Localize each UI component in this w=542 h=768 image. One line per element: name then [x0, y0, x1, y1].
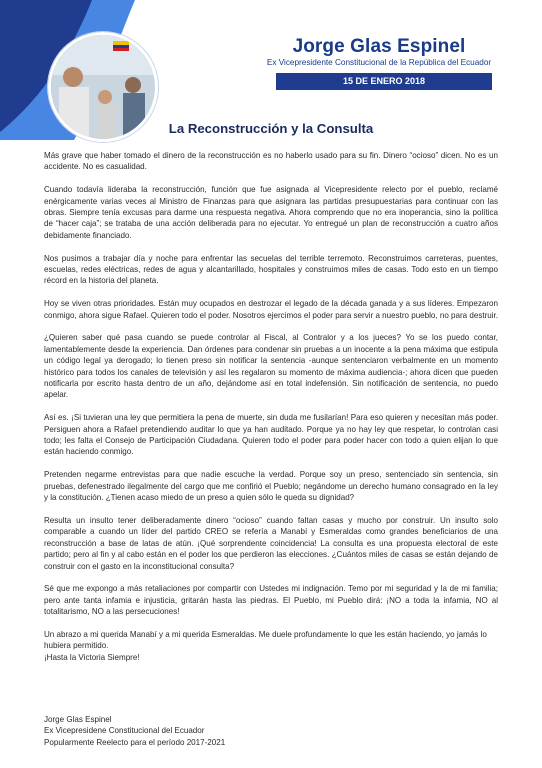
header-role: Ex Vicepresidente Constitucional de la República del Ecuador — [266, 58, 492, 67]
letter-title: La Reconstrucción y la Consulta — [168, 121, 374, 136]
signature-block — [44, 714, 225, 748]
date-banner: 15 DE ENERO 2018 — [276, 73, 492, 90]
paragraph-7: Pretenden negarme entrevistas para que nadie escuche la verdad. Porque soy un preso, sentenciado sin sentencia, sin pruebas, defenestrado ilegalmente del cargo que me confirió el Pueblo; negándome un derecho humano consagrado en la ley y la constitución. ¿Tienen acaso miedo de un preso a quien sólo le queda su dignidad? — [44, 470, 498, 503]
signature-name: Jorge Glas Espinel — [44, 715, 112, 724]
paragraph-10: Un abrazo a mi querida Manabí y a mi querida Esmeraldas. Me duele profundamente lo que les están haciendo, yo jamás lo hubiera permitido. — [44, 629, 487, 651]
paragraph-4: Hoy se viven otras prioridades. Están muy ocupados en destrozar el legado de la década ganada y a sus líderes. Empezaron conmigo, ahora sigue Rafael. Quieren todo el poder. Nosotros ejercimos el poder para servir a nuestro pueblo, no para destruir. — [44, 299, 499, 320]
paragraph-8: Resulta un insulto tener deliberadamente dinero “ocioso” cuando faltan casas y mucho por construir. Un insulto solo comparable a cuando un líder del partido CREO se refería a Manabí y Esmeraldas como grandes beneficiarios de una reconstrucción a base de latas de atún. ¡Qué sorprendente coincidencia! La consulta es una propuesta electoral de este partido; pero al fin y al cabo están en el poder los que perdieron las elecciones. ¿Cuántos miles de casas se están dejando de construir con el gasto en la inconstitucional consulta? — [44, 515, 498, 571]
header-name: Jorge Glas Espinel — [292, 36, 466, 57]
paragraph-2: Cuando todavía lideraba la reconstrucción, función que fue asignada al Vicepresidente relecto por el pueblo, reclamé enérgicamente varias veces al Ministro de Finanzas para que asignara las partidas presupuestarias para continuar con las obras. Siempre tenía excusas para darme una respuesta negativa. Ahora comprendo que no era inoperancia, sino la política de “hacer caja”; se trataba de una acción deliberada para no ejecutar. Yo entregué un plan de reconstrucción a cuatro años debidamente financiado. — [44, 185, 498, 240]
paragraph-3: Nos pusimos a trabajar día y noche para enfrentar las secuelas del terrible terremoto. Reconstruimos carreteras, puentes, escuelas, redes eléctricas, redes de agua y alcantarillado, hospitales y construimos miles de casas. Todo esto en un tiempo récord en la historia del planeta. — [44, 253, 498, 286]
paragraph-5: ¿Quieren saber qué pasa cuando se puede controlar al Fiscal, al Contralor y a los jueces? Yo se los puedo contar, lamentablemente desde la experiencia. Dan órdenes para condenar sin pruebas a un inocente a la pena máxima que estipula un código legal ya derogado; lo tienen preso sin notificar la sentencia -aunque sentenciaron verbalmente en un momento histórico para todos los canales de televisión y así les regalaron su momento de máxima audiencia-; ahora dicen que pueden notificarla por escrito hasta dentro de un año, dejándome así en total indefensión. Sin notificación de sentencia, no puedo apelar. — [44, 333, 498, 400]
paragraph-1: Más grave que haber tomado el dinero de la reconstrucción es no haberlo usado para su fin. Dinero “ocioso” dicen. No es un accidente. No es casualidad. — [44, 151, 498, 172]
paragraph-9: Sé que me expongo a más retaliaciones por compartir con Ustedes mi indignación. Temo por mi seguridad y la de mi familia; pero ante tanta infamia e injusticia, gritarán hasta las piedras. El Pueblo, mi Pueblo dirá: ¡NO a toda la infamia, NO al totalitarismo, NO a las persecuciones! — [44, 584, 498, 617]
paragraph-6: Así es. ¡Si tuvieran una ley que permitiera la pena de muerte, sin duda me fusilarían! Para eso quieren y necesitan más poder. Persiguen ahora a Rafael pretendiendo auditar lo que ya han auditado. Porque ya no hay ley que respetar, lo controlan casi todo; les falta el Consejo de Participación Ciudadana. Quieren todo el poder para poder hacer con todo a quien elijan lo que están haciendo conmigo. — [44, 413, 498, 457]
closing-line: ¡Hasta la Victoria Siempre! — [44, 652, 140, 662]
signature-note: Popularmente Reelecto para el período 2017-2021 — [44, 737, 226, 747]
signature-title: Ex Vicepresidene Constitucional del Ecuador — [44, 726, 205, 736]
letter-body — [44, 150, 498, 675]
